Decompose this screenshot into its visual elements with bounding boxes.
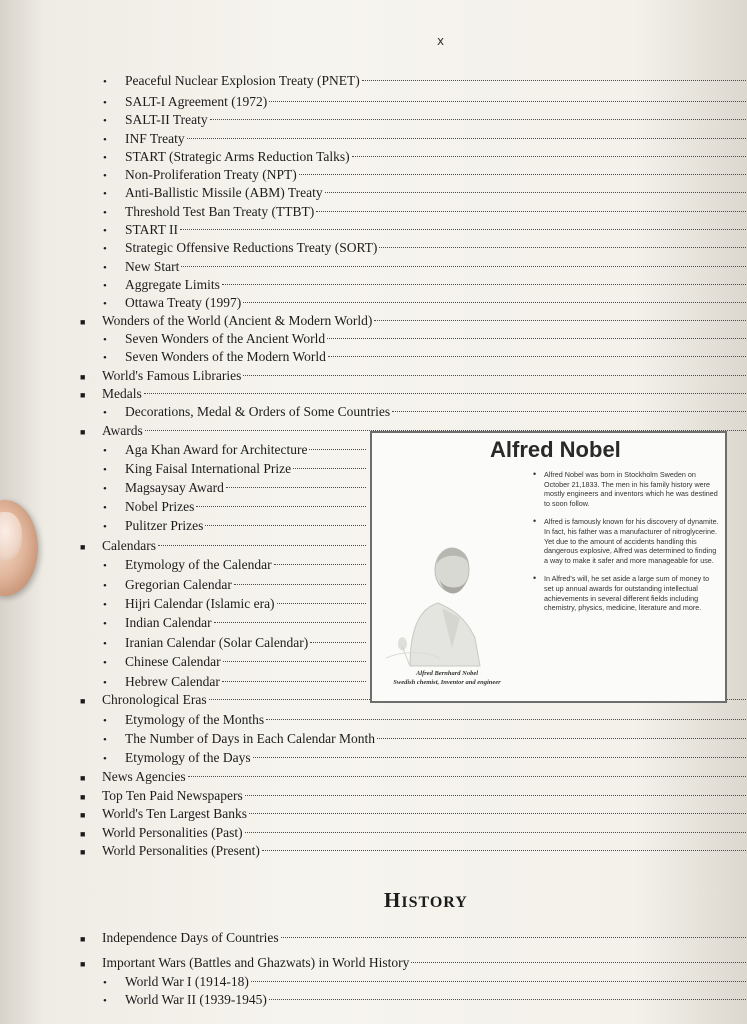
history-toc-entry[interactable] bbox=[103, 990, 747, 1009]
dot-leader bbox=[281, 937, 747, 938]
dot-leader bbox=[328, 356, 747, 357]
dot-leader bbox=[377, 738, 747, 739]
nobel-box-title: Alfred Nobel bbox=[490, 437, 621, 462]
toc-entry-title: World Personalities (Present) bbox=[102, 843, 260, 858]
toc-entry[interactable] bbox=[80, 804, 747, 823]
nobel-fact: • Alfred is famously known for his discovery of dynamite. In fact, his father was a manufacturer of nitroglycerine. Yet due to the amount of accidents handling this dangerous explosive, Alfred was determined to finding a way to make it safer and more manageable for use. bbox=[533, 517, 719, 565]
square-bullet-icon: ■ bbox=[80, 696, 86, 706]
dot-leader bbox=[262, 850, 747, 851]
dot-leader bbox=[222, 681, 366, 682]
toc-entry-title: Pulitzer Prizes bbox=[125, 518, 204, 533]
toc-entry-title: Hebrew Calendar bbox=[125, 674, 220, 689]
toc-entry[interactable] bbox=[103, 71, 747, 90]
toc-entry-title: Aggregate Limits bbox=[125, 277, 220, 292]
dot-leader bbox=[277, 603, 366, 604]
toc-entry[interactable] bbox=[80, 311, 747, 330]
dot-leader bbox=[234, 584, 366, 585]
toc-entry-title: Calendars bbox=[102, 538, 156, 553]
round-bullet-icon: • bbox=[103, 115, 107, 127]
round-bullet-icon: • bbox=[103, 243, 107, 255]
dot-leader bbox=[266, 719, 747, 720]
history-toc-entry[interactable] bbox=[80, 953, 747, 972]
dot-leader bbox=[245, 795, 747, 796]
dot-leader bbox=[274, 564, 366, 565]
toc-entry-title: Ottawa Treaty (1997) bbox=[125, 295, 242, 310]
square-bullet-icon: ■ bbox=[80, 773, 86, 783]
dot-leader bbox=[316, 211, 747, 212]
history-toc-entry[interactable] bbox=[80, 928, 747, 947]
dot-leader bbox=[226, 487, 366, 488]
toc-entry-title: Gregorian Calendar bbox=[125, 577, 232, 592]
round-bullet-icon: • bbox=[103, 599, 107, 611]
dot-leader bbox=[253, 757, 747, 758]
dot-leader bbox=[325, 192, 747, 193]
round-bullet-icon: • bbox=[103, 464, 107, 476]
toc-entry-title: Decorations, Medal & Orders of Some Countries bbox=[125, 404, 391, 419]
toc-entry-title: Top Ten Paid Newspapers bbox=[102, 788, 243, 803]
history-heading-initial: H bbox=[384, 888, 402, 912]
round-bullet-icon: • bbox=[103, 225, 107, 237]
round-bullet-icon: • bbox=[103, 677, 107, 689]
toc-entry[interactable] bbox=[103, 594, 366, 613]
dot-leader bbox=[187, 138, 747, 139]
toc-entry[interactable] bbox=[80, 536, 366, 555]
round-bullet-icon: • bbox=[103, 995, 107, 1007]
round-bullet-icon: • bbox=[103, 560, 107, 572]
toc-entry[interactable] bbox=[103, 329, 747, 348]
toc-entry[interactable] bbox=[103, 257, 747, 276]
round-bullet-icon: • bbox=[103, 715, 107, 727]
dot-leader bbox=[293, 468, 366, 469]
toc-entry-title: World War I (1914-18) bbox=[125, 974, 249, 989]
toc-entry-title: New Start bbox=[125, 259, 180, 274]
toc-entry[interactable] bbox=[103, 613, 366, 632]
round-bullet-icon: • bbox=[103, 188, 107, 200]
history-toc-entry[interactable] bbox=[103, 972, 747, 991]
toc-entry-title: News Agencies bbox=[102, 769, 186, 784]
toc-entry[interactable] bbox=[103, 165, 747, 184]
round-bullet-icon: • bbox=[103, 657, 107, 669]
dot-leader bbox=[392, 411, 747, 412]
toc-entry-title: Etymology of the Months bbox=[125, 712, 265, 727]
toc-entry[interactable] bbox=[103, 202, 747, 221]
toc-entry-title: Chinese Calendar bbox=[125, 654, 221, 669]
toc-entry[interactable] bbox=[103, 129, 747, 148]
toc-entry[interactable] bbox=[80, 823, 747, 842]
round-bullet-icon: • bbox=[103, 76, 107, 88]
round-bullet-icon: • bbox=[103, 152, 107, 164]
toc-entry[interactable] bbox=[103, 633, 366, 652]
dot-leader bbox=[181, 266, 747, 267]
round-bullet-icon: • bbox=[103, 207, 107, 219]
toc-entry-title: Wonders of the World (Ancient & Modern World) bbox=[102, 313, 373, 328]
history-heading bbox=[384, 888, 468, 913]
dot-leader bbox=[180, 229, 747, 230]
dot-leader bbox=[243, 302, 747, 303]
round-bullet-icon: • bbox=[103, 521, 107, 533]
dot-leader bbox=[299, 174, 747, 175]
toc-entry[interactable] bbox=[103, 293, 747, 312]
square-bullet-icon: ■ bbox=[80, 847, 86, 857]
toc-entry-title: World War II (1939-1945) bbox=[125, 992, 267, 1007]
round-bullet-icon: • bbox=[103, 97, 107, 109]
round-bullet-icon: • bbox=[103, 734, 107, 746]
toc-entry-title: King Faisal International Prize bbox=[125, 461, 292, 476]
dot-leader bbox=[223, 661, 366, 662]
round-bullet-icon: • bbox=[103, 298, 107, 310]
dot-leader bbox=[188, 776, 747, 777]
alfred-nobel-portrait bbox=[380, 508, 500, 668]
dot-leader bbox=[214, 622, 366, 623]
square-bullet-icon: ■ bbox=[80, 372, 86, 382]
square-bullet-icon: ■ bbox=[80, 792, 86, 802]
round-bullet-icon: • bbox=[103, 483, 107, 495]
round-bullet-icon: • bbox=[103, 977, 107, 989]
toc-entry-title: Seven Wonders of the Ancient World bbox=[125, 331, 326, 346]
toc-entry-title: Independence Days of Countries bbox=[102, 930, 279, 945]
dot-leader bbox=[243, 375, 747, 376]
toc-entry-title: Awards bbox=[102, 423, 143, 438]
round-bullet-icon: • bbox=[103, 502, 107, 514]
dot-leader bbox=[205, 525, 366, 526]
toc-entry[interactable] bbox=[103, 459, 366, 478]
round-bullet-icon: • bbox=[103, 407, 107, 419]
portrait-caption-role: Swedish chemist, Inventor and engineer bbox=[393, 679, 501, 686]
dot-leader bbox=[144, 393, 747, 394]
toc-entry-title: World's Ten Largest Banks bbox=[102, 806, 248, 821]
toc-entry[interactable] bbox=[103, 652, 366, 671]
toc-entry[interactable] bbox=[103, 275, 747, 294]
toc-entry-title: Nobel Prizes bbox=[125, 499, 195, 514]
dot-leader bbox=[310, 642, 366, 643]
toc-entry-title: Chronological Eras bbox=[102, 692, 207, 707]
dot-leader bbox=[269, 101, 747, 102]
round-bullet-icon: • bbox=[103, 134, 107, 146]
dot-leader bbox=[379, 247, 747, 248]
round-bullet-icon: • bbox=[103, 334, 107, 346]
round-bullet-icon: • bbox=[103, 618, 107, 630]
toc-entry[interactable] bbox=[103, 710, 747, 729]
toc-entry-title: START (Strategic Arms Reduction Talks) bbox=[125, 149, 350, 164]
dot-leader bbox=[222, 284, 747, 285]
square-bullet-icon: ■ bbox=[80, 934, 86, 944]
toc-entry[interactable] bbox=[103, 478, 366, 497]
toc-entry-title: Indian Calendar bbox=[125, 615, 212, 630]
nobel-fact: • In Alfred's will, he set aside a large sum of money to set up annual awards for outstanding intellectual achievements in several different fields including chemistry, physics, medicine, literature and more. bbox=[533, 574, 719, 612]
round-bullet-icon: • bbox=[103, 170, 107, 182]
toc-entry[interactable] bbox=[103, 147, 747, 166]
dot-leader bbox=[411, 962, 747, 963]
page-marker: x bbox=[437, 34, 445, 48]
toc-entry[interactable] bbox=[80, 786, 747, 805]
toc-entry-title: Etymology of the Calendar bbox=[125, 557, 272, 572]
toc-entry[interactable] bbox=[103, 110, 747, 129]
toc-entry[interactable] bbox=[80, 767, 747, 786]
toc-entry-title: World Personalities (Past) bbox=[102, 825, 243, 840]
toc-entry[interactable] bbox=[103, 183, 747, 202]
dot-leader bbox=[352, 156, 747, 157]
toc-entry-title: Hijri Calendar (Islamic era) bbox=[125, 596, 275, 611]
toc-entry[interactable] bbox=[103, 516, 366, 535]
square-bullet-icon: ■ bbox=[80, 542, 86, 552]
toc-entry-title: Seven Wonders of the Modern World bbox=[125, 349, 326, 364]
toc-entry[interactable] bbox=[103, 440, 366, 459]
toc-entry[interactable] bbox=[103, 238, 747, 257]
toc-entry-title: Medals bbox=[102, 386, 142, 401]
dot-leader bbox=[269, 999, 747, 1000]
toc-entry-title: Strategic Offensive Reductions Treaty (SORT) bbox=[125, 240, 378, 255]
toc-entry[interactable] bbox=[103, 497, 366, 516]
toc-entry[interactable] bbox=[80, 841, 747, 860]
toc-entry-title: SALT-II Treaty bbox=[125, 112, 208, 127]
nobel-facts-list bbox=[533, 470, 719, 622]
toc-entry-title: World's Famous Libraries bbox=[102, 368, 242, 383]
toc-entry-title: Anti-Ballistic Missile (ABM) Treaty bbox=[125, 185, 323, 200]
nobel-fact: • Alfred Nobel was born in Stockholm Sweden on October 21,1833. The men in his family history were mostly engineers and inventors which he was destined to soon follow. bbox=[533, 470, 719, 508]
square-bullet-icon: ■ bbox=[80, 959, 86, 969]
toc-entry-title: Peaceful Nuclear Explosion Treaty (PNET) bbox=[125, 73, 360, 88]
dot-leader bbox=[362, 80, 747, 81]
dot-leader bbox=[309, 449, 366, 450]
toc-entry-title: Aga Khan Award for Architecture bbox=[125, 442, 308, 457]
toc-entry-title: Etymology of the Days bbox=[125, 750, 251, 765]
dot-leader bbox=[245, 832, 747, 833]
toc-entry[interactable] bbox=[103, 672, 366, 691]
portrait-caption-name: Alfred Bernhard Nobel bbox=[415, 670, 479, 677]
toc-entry[interactable] bbox=[103, 729, 747, 748]
toc-entry[interactable] bbox=[80, 366, 747, 385]
round-bullet-icon: • bbox=[103, 638, 107, 650]
round-bullet-icon: • bbox=[103, 280, 107, 292]
round-bullet-icon: • bbox=[103, 262, 107, 274]
toc-entry-title: The Number of Days in Each Calendar Month bbox=[125, 731, 376, 746]
toc-entry-title: Iranian Calendar (Solar Calendar) bbox=[125, 635, 309, 650]
round-bullet-icon: • bbox=[103, 580, 107, 592]
round-bullet-icon: • bbox=[103, 445, 107, 457]
toc-entry[interactable] bbox=[103, 220, 747, 239]
dot-leader bbox=[196, 506, 366, 507]
square-bullet-icon: ■ bbox=[80, 810, 86, 820]
square-bullet-icon: ■ bbox=[80, 829, 86, 839]
toc-entry[interactable] bbox=[80, 384, 747, 403]
round-bullet-icon: • bbox=[103, 753, 107, 765]
dot-leader bbox=[158, 545, 366, 546]
toc-entry[interactable] bbox=[103, 575, 366, 594]
toc-entry-title: INF Treaty bbox=[125, 131, 185, 146]
history-heading-rest: ISTORY bbox=[401, 894, 468, 911]
square-bullet-icon: ■ bbox=[80, 427, 86, 437]
toc-entry[interactable] bbox=[103, 555, 366, 574]
dot-leader bbox=[210, 119, 747, 120]
dot-leader bbox=[327, 338, 747, 339]
dot-leader bbox=[249, 813, 747, 814]
toc-entry[interactable] bbox=[103, 402, 747, 421]
toc-entry[interactable] bbox=[103, 347, 747, 366]
square-bullet-icon: ■ bbox=[80, 317, 86, 327]
toc-entry-title: Threshold Test Ban Treaty (TTBT) bbox=[125, 204, 315, 219]
dot-leader bbox=[374, 320, 747, 321]
round-bullet-icon: • bbox=[103, 352, 107, 364]
toc-entry[interactable] bbox=[103, 748, 747, 767]
toc-entry-title: START II bbox=[125, 222, 178, 237]
toc-entry-title: Magsaysay Award bbox=[125, 480, 224, 495]
square-bullet-icon: ■ bbox=[80, 390, 86, 400]
dot-leader bbox=[251, 981, 747, 982]
toc-entry-title: SALT-I Agreement (1972) bbox=[125, 94, 268, 109]
toc-entry-title: Important Wars (Battles and Ghazwats) in World History bbox=[102, 955, 410, 970]
toc-entry[interactable] bbox=[103, 92, 747, 111]
toc-entry-title: Non-Proliferation Treaty (NPT) bbox=[125, 167, 297, 182]
